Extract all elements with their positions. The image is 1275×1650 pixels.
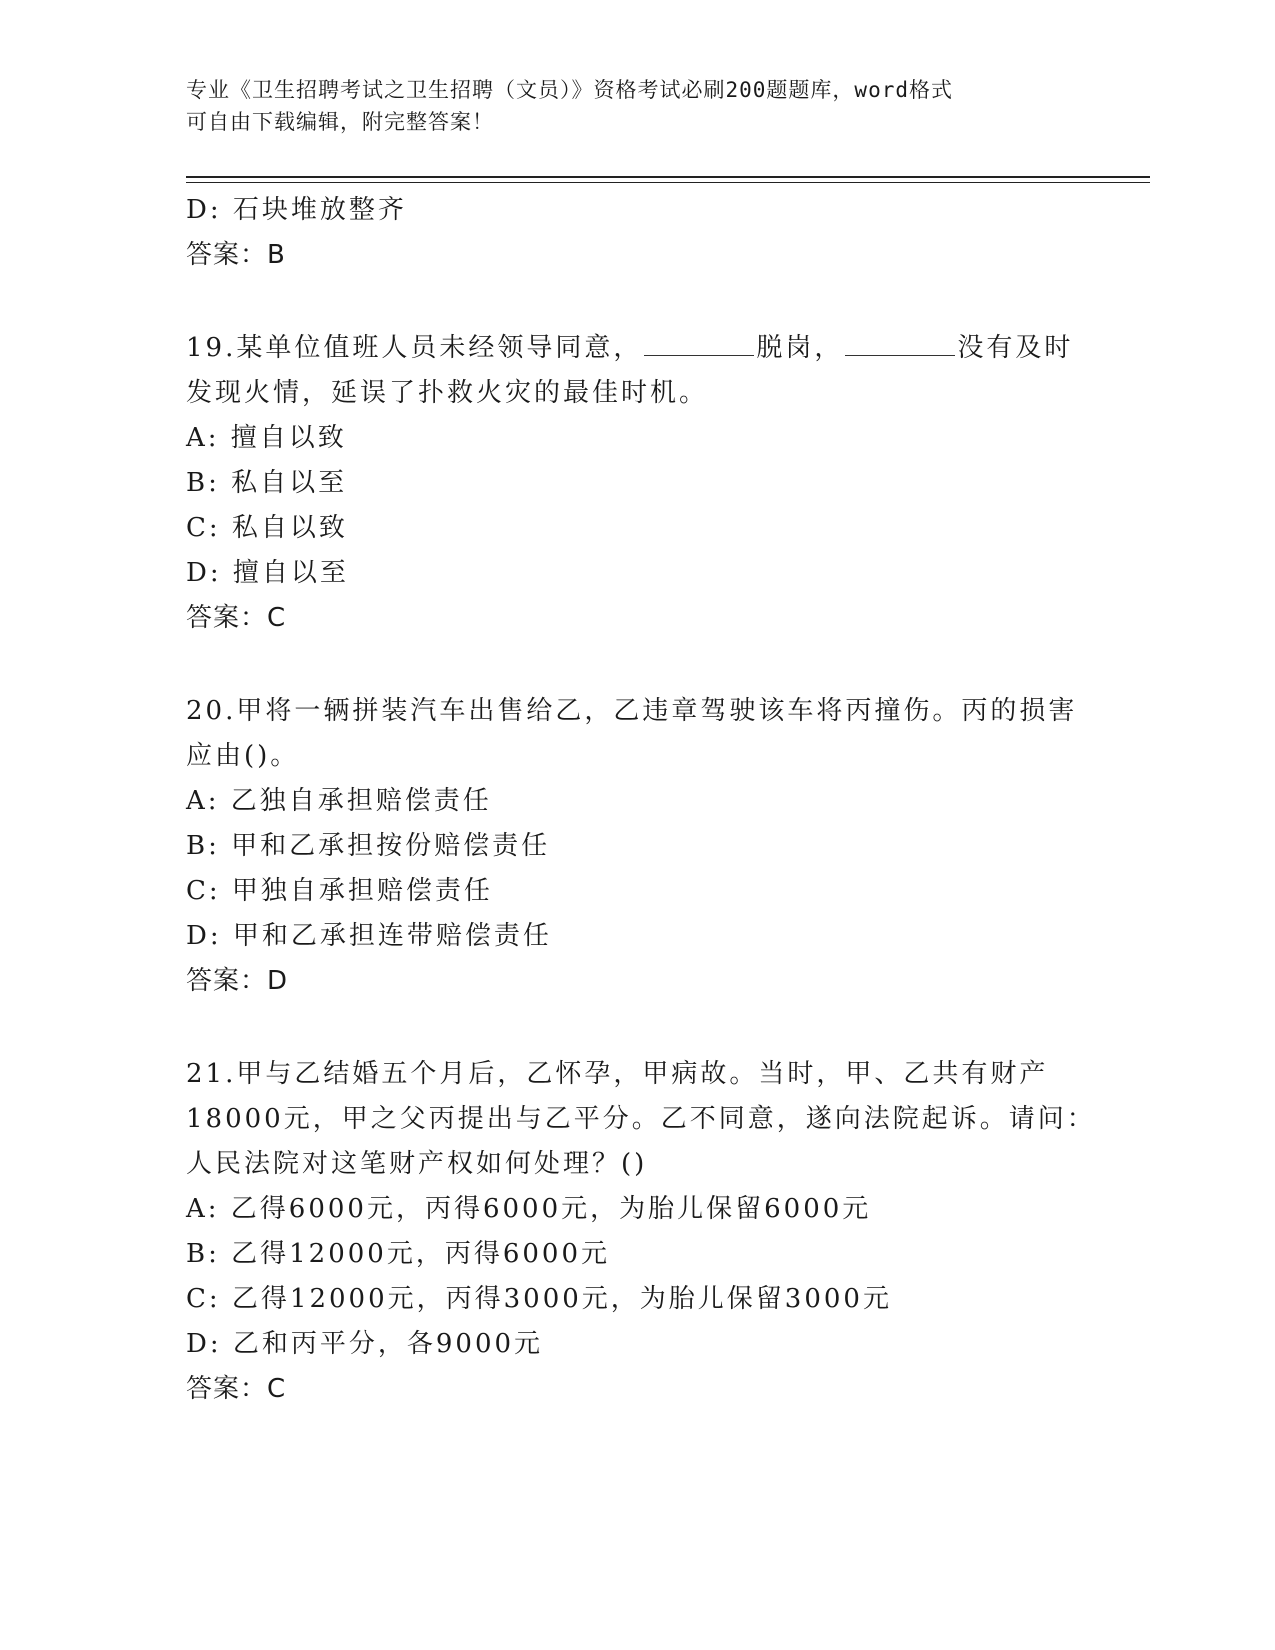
question-content — [186, 188, 1096, 1412]
option-b: B: 乙得12000元，丙得6000元 — [186, 1239, 611, 1269]
option-a: A: 乙得6000元，丙得6000元，为胎儿保留6000元 — [186, 1194, 872, 1224]
answer-line: 答案：D — [186, 966, 289, 996]
question-stem-line: 发现火情，延误了扑救火灾的最佳时机。 — [186, 378, 709, 408]
option-d: D: 乙和丙平分，各9000元 — [186, 1329, 544, 1359]
header-line-2: 可自由下载编辑，附完整答案！ — [186, 110, 494, 134]
option-d: D: 甲和乙承担连带赔偿责任 — [186, 921, 552, 951]
option-a: A: 擅自以致 — [186, 423, 347, 453]
option-d: D: 擅自以至 — [186, 558, 349, 588]
option-c: C: 甲独自承担赔偿责任 — [186, 876, 493, 906]
question-stem-line: 21.甲与乙结婚五个月后，乙怀孕，甲病故。当时，甲、乙共有财产 — [186, 1059, 1049, 1089]
header-rule-thin — [186, 182, 1150, 183]
header-line-1: 专业《卫生招聘考试之卫生招聘（文员）》资格考试必刷200题题库，word格式 — [186, 78, 953, 102]
option-b: B: 私自以至 — [186, 468, 348, 498]
answer-line: 答案：B — [186, 240, 286, 270]
stem-part-2: 脱岗， — [756, 333, 844, 363]
header-rule-thick — [186, 176, 1150, 178]
question-stem-line: 人民法院对这笔财产权如何处理？() — [186, 1149, 648, 1179]
question-21 — [186, 1052, 1096, 1412]
question-stem-line — [186, 326, 1086, 371]
stem-part-1: 19.某单位值班人员未经领导同意， — [186, 333, 643, 363]
option-b: B: 甲和乙承担按份赔偿责任 — [186, 831, 551, 861]
answer-line: 答案：C — [186, 603, 287, 633]
option-c: C: 私自以致 — [186, 513, 348, 543]
question-stem-line: 18000元，甲之父丙提出与乙平分。乙不同意，遂向法院起诉。请问： — [186, 1104, 1096, 1134]
document-header — [186, 74, 1066, 138]
previous-question-tail — [186, 188, 1086, 278]
option-a: A: 乙独自承担赔偿责任 — [186, 786, 492, 816]
question-19 — [186, 326, 1086, 641]
answer-line: 答案：C — [186, 1374, 287, 1404]
fill-blank-2 — [845, 329, 955, 356]
option-d: D: 石块堆放整齐 — [186, 195, 407, 225]
question-stem-line: 应由()。 — [186, 741, 300, 771]
option-c: C: 乙得12000元，丙得3000元，为胎儿保留3000元 — [186, 1284, 892, 1314]
fill-blank-1 — [644, 329, 754, 356]
stem-part-3: 没有及时 — [957, 333, 1074, 363]
question-stem-line: 20.甲将一辆拼装汽车出售给乙，乙违章驾驶该车将丙撞伤。丙的损害 — [186, 696, 1078, 726]
question-20 — [186, 689, 1086, 1004]
